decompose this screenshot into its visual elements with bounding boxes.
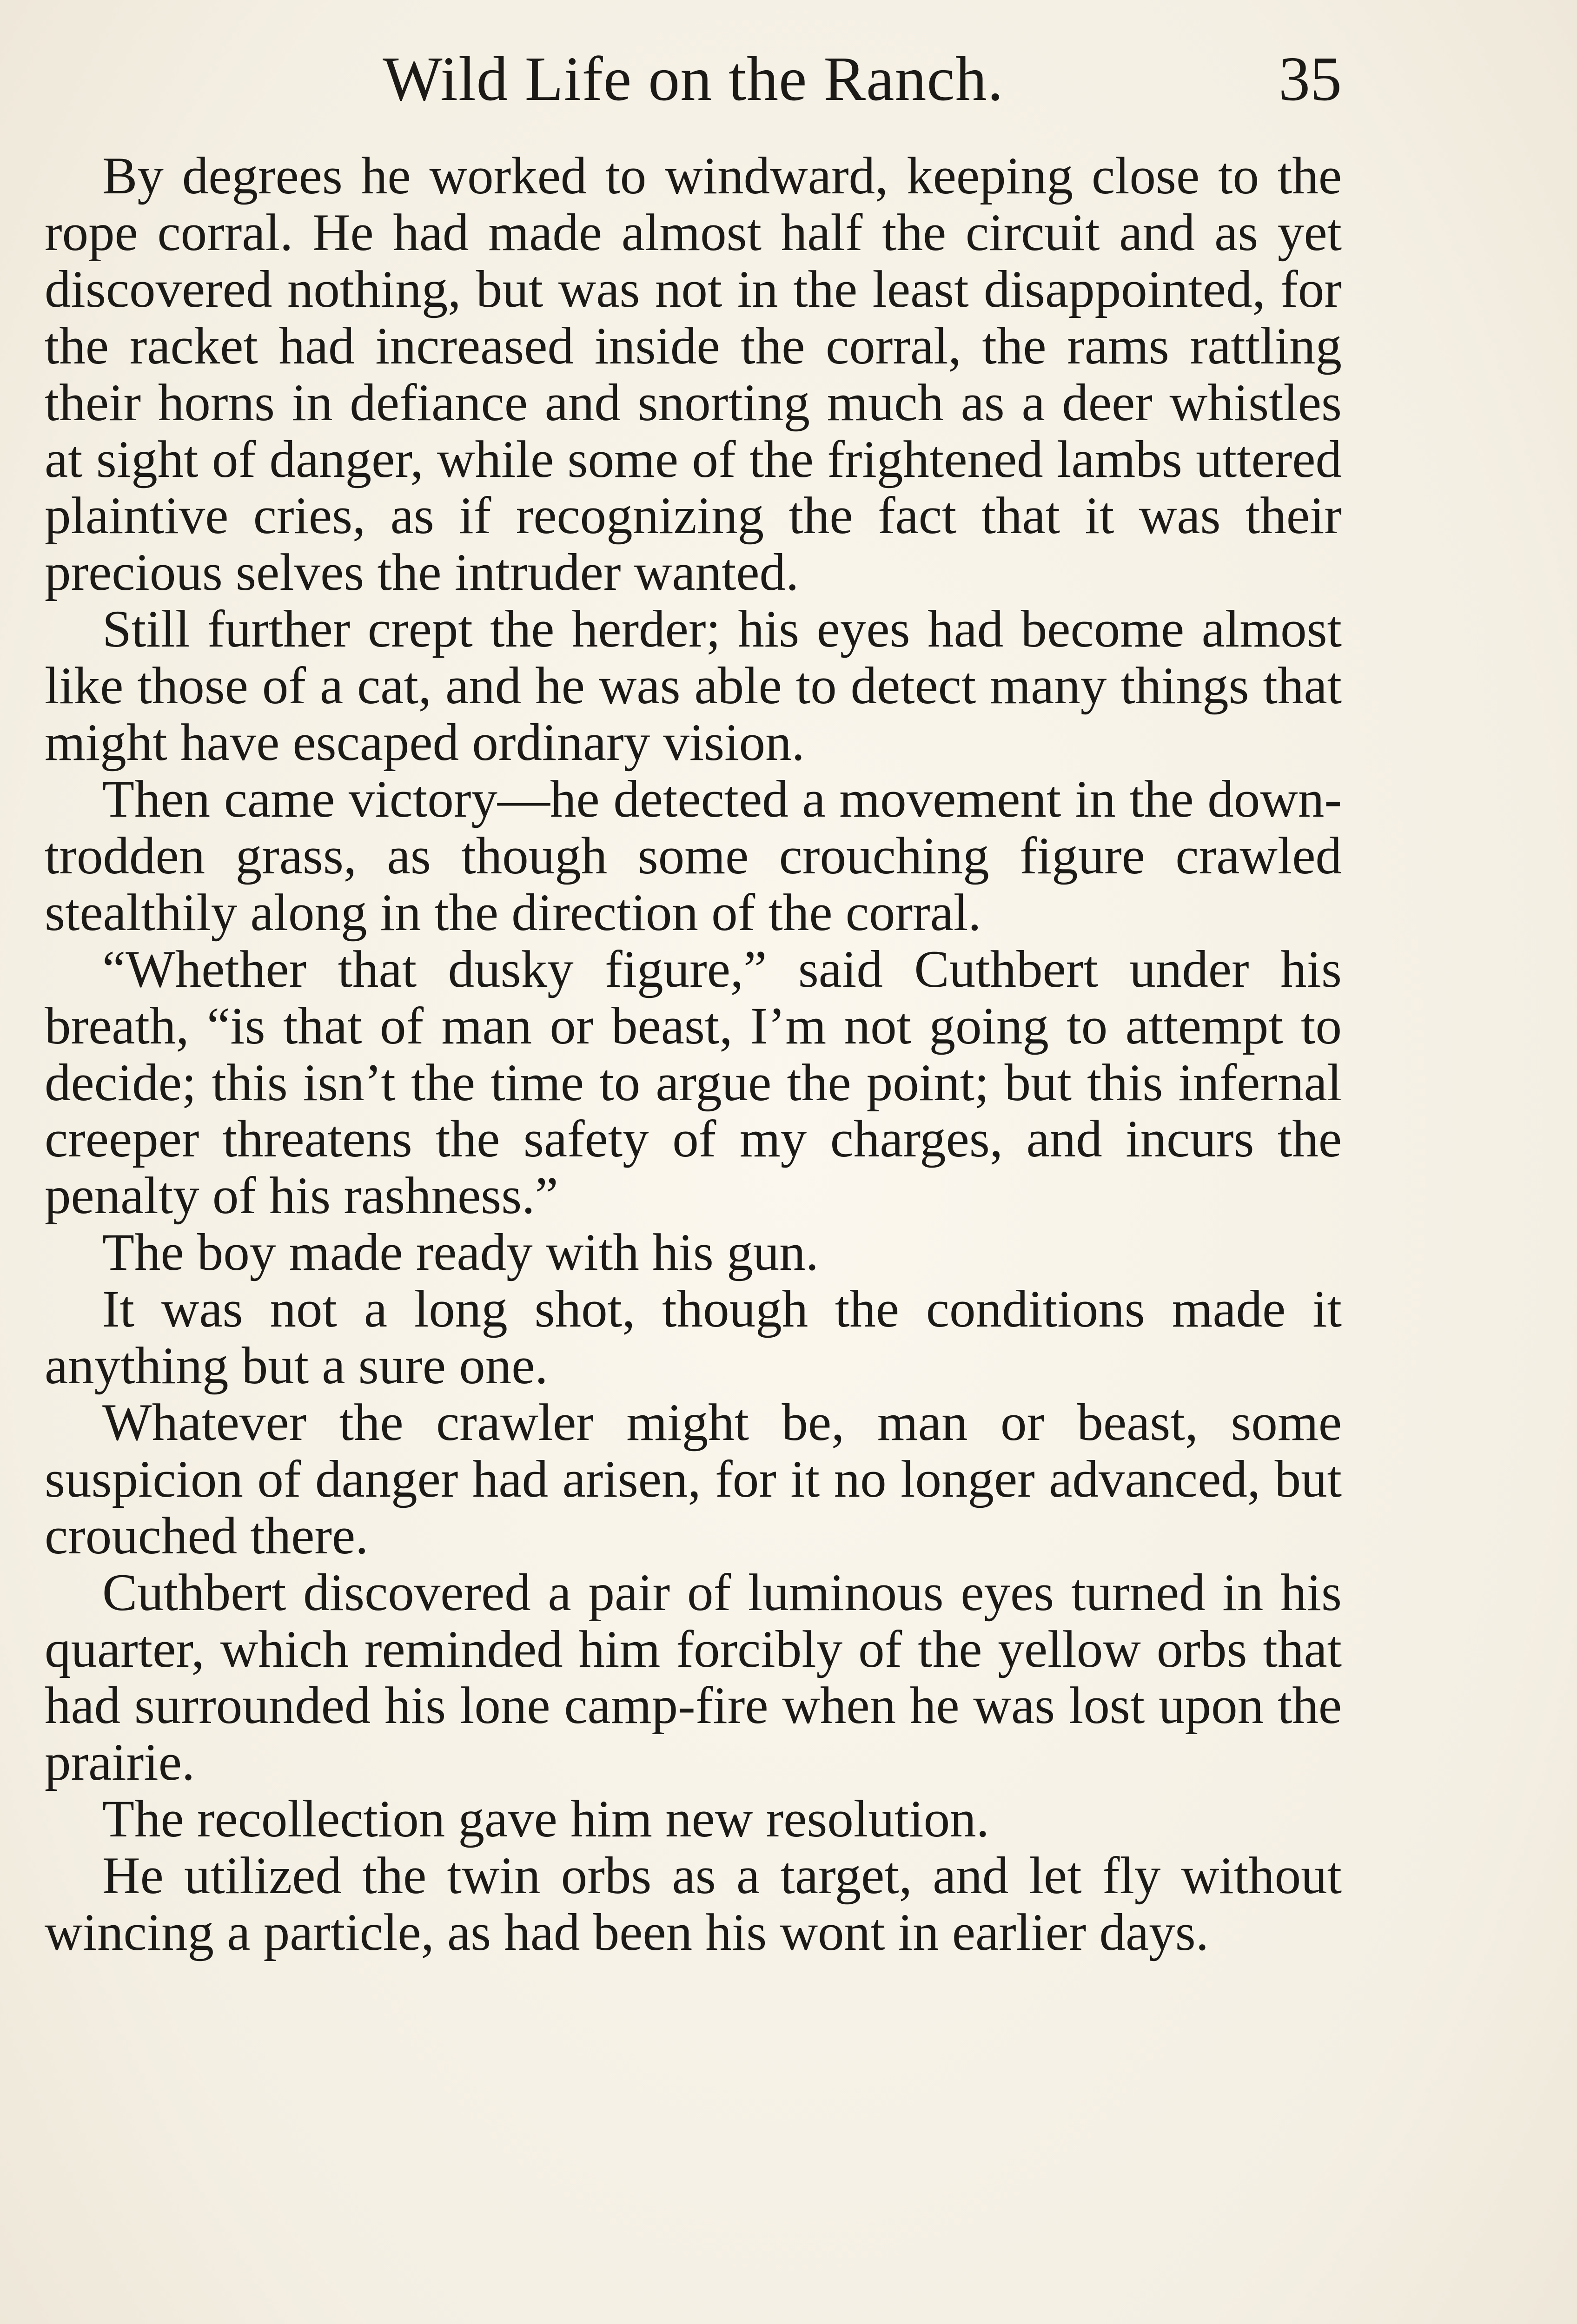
paragraph: The recollection gave him new resolution. [102, 1790, 989, 1849]
paragraph: Still further crept the herder; his eyes had become almost like those of a cat, and he was able to detect many things that might have escaped ordinary vision. [45, 600, 1342, 772]
paragraph: It was not a long shot, though the conditions made it anything but a sure one. [45, 1280, 1342, 1395]
paragraph: Then came victory—he detected a movement in the down-trodden grass, as though some crouching figure crawled stealthily along in the direction of the corral. [45, 770, 1342, 942]
paragraph: Whatever the crawler might be, man or beast, some suspicion of danger had arisen, for it no longer advanced, but crouched there. [45, 1393, 1342, 1565]
paragraph: By degrees he worked to windward, keeping close to the rope corral. He had made almost half the circuit and as yet discovered nothing, but was not in the least disappointed, for the racket had increased inside the corral, the rams rattling their horns in defiance and snorting much as a deer whistles at sight of danger, while some of the frightened lambs uttered plaintive cries, as if recognizing the fact that it was their precious selves the intruder wanted. [45, 147, 1342, 602]
paragraph: The boy made ready with his gun. [102, 1223, 819, 1282]
paragraph: He utilized the twin orbs as a target, and let fly without wincing a particle, as had been his wont in earlier days. [45, 1847, 1342, 1962]
running-title: Wild Life on the Ranch. [383, 44, 1004, 114]
paragraph: Cuthbert discovered a pair of luminous eyes turned in his quarter, which reminded him forcibly of the yellow orbs that had surrounded his lone camp-fire when he was lost upon the prairie. [45, 1563, 1342, 1792]
page-number: 35 [1279, 44, 1342, 114]
paragraph: “Whether that dusky figure,” said Cuthbert under his breath, “is that of man or beast, I’m not going to attempt to decide; this isn’t the time to argue the point; but this infernal creeper threatens the safety of my charges, and incurs the penalty of his rashness.” [45, 940, 1342, 1225]
body-text [45, 148, 1342, 1961]
running-head [45, 44, 1342, 114]
